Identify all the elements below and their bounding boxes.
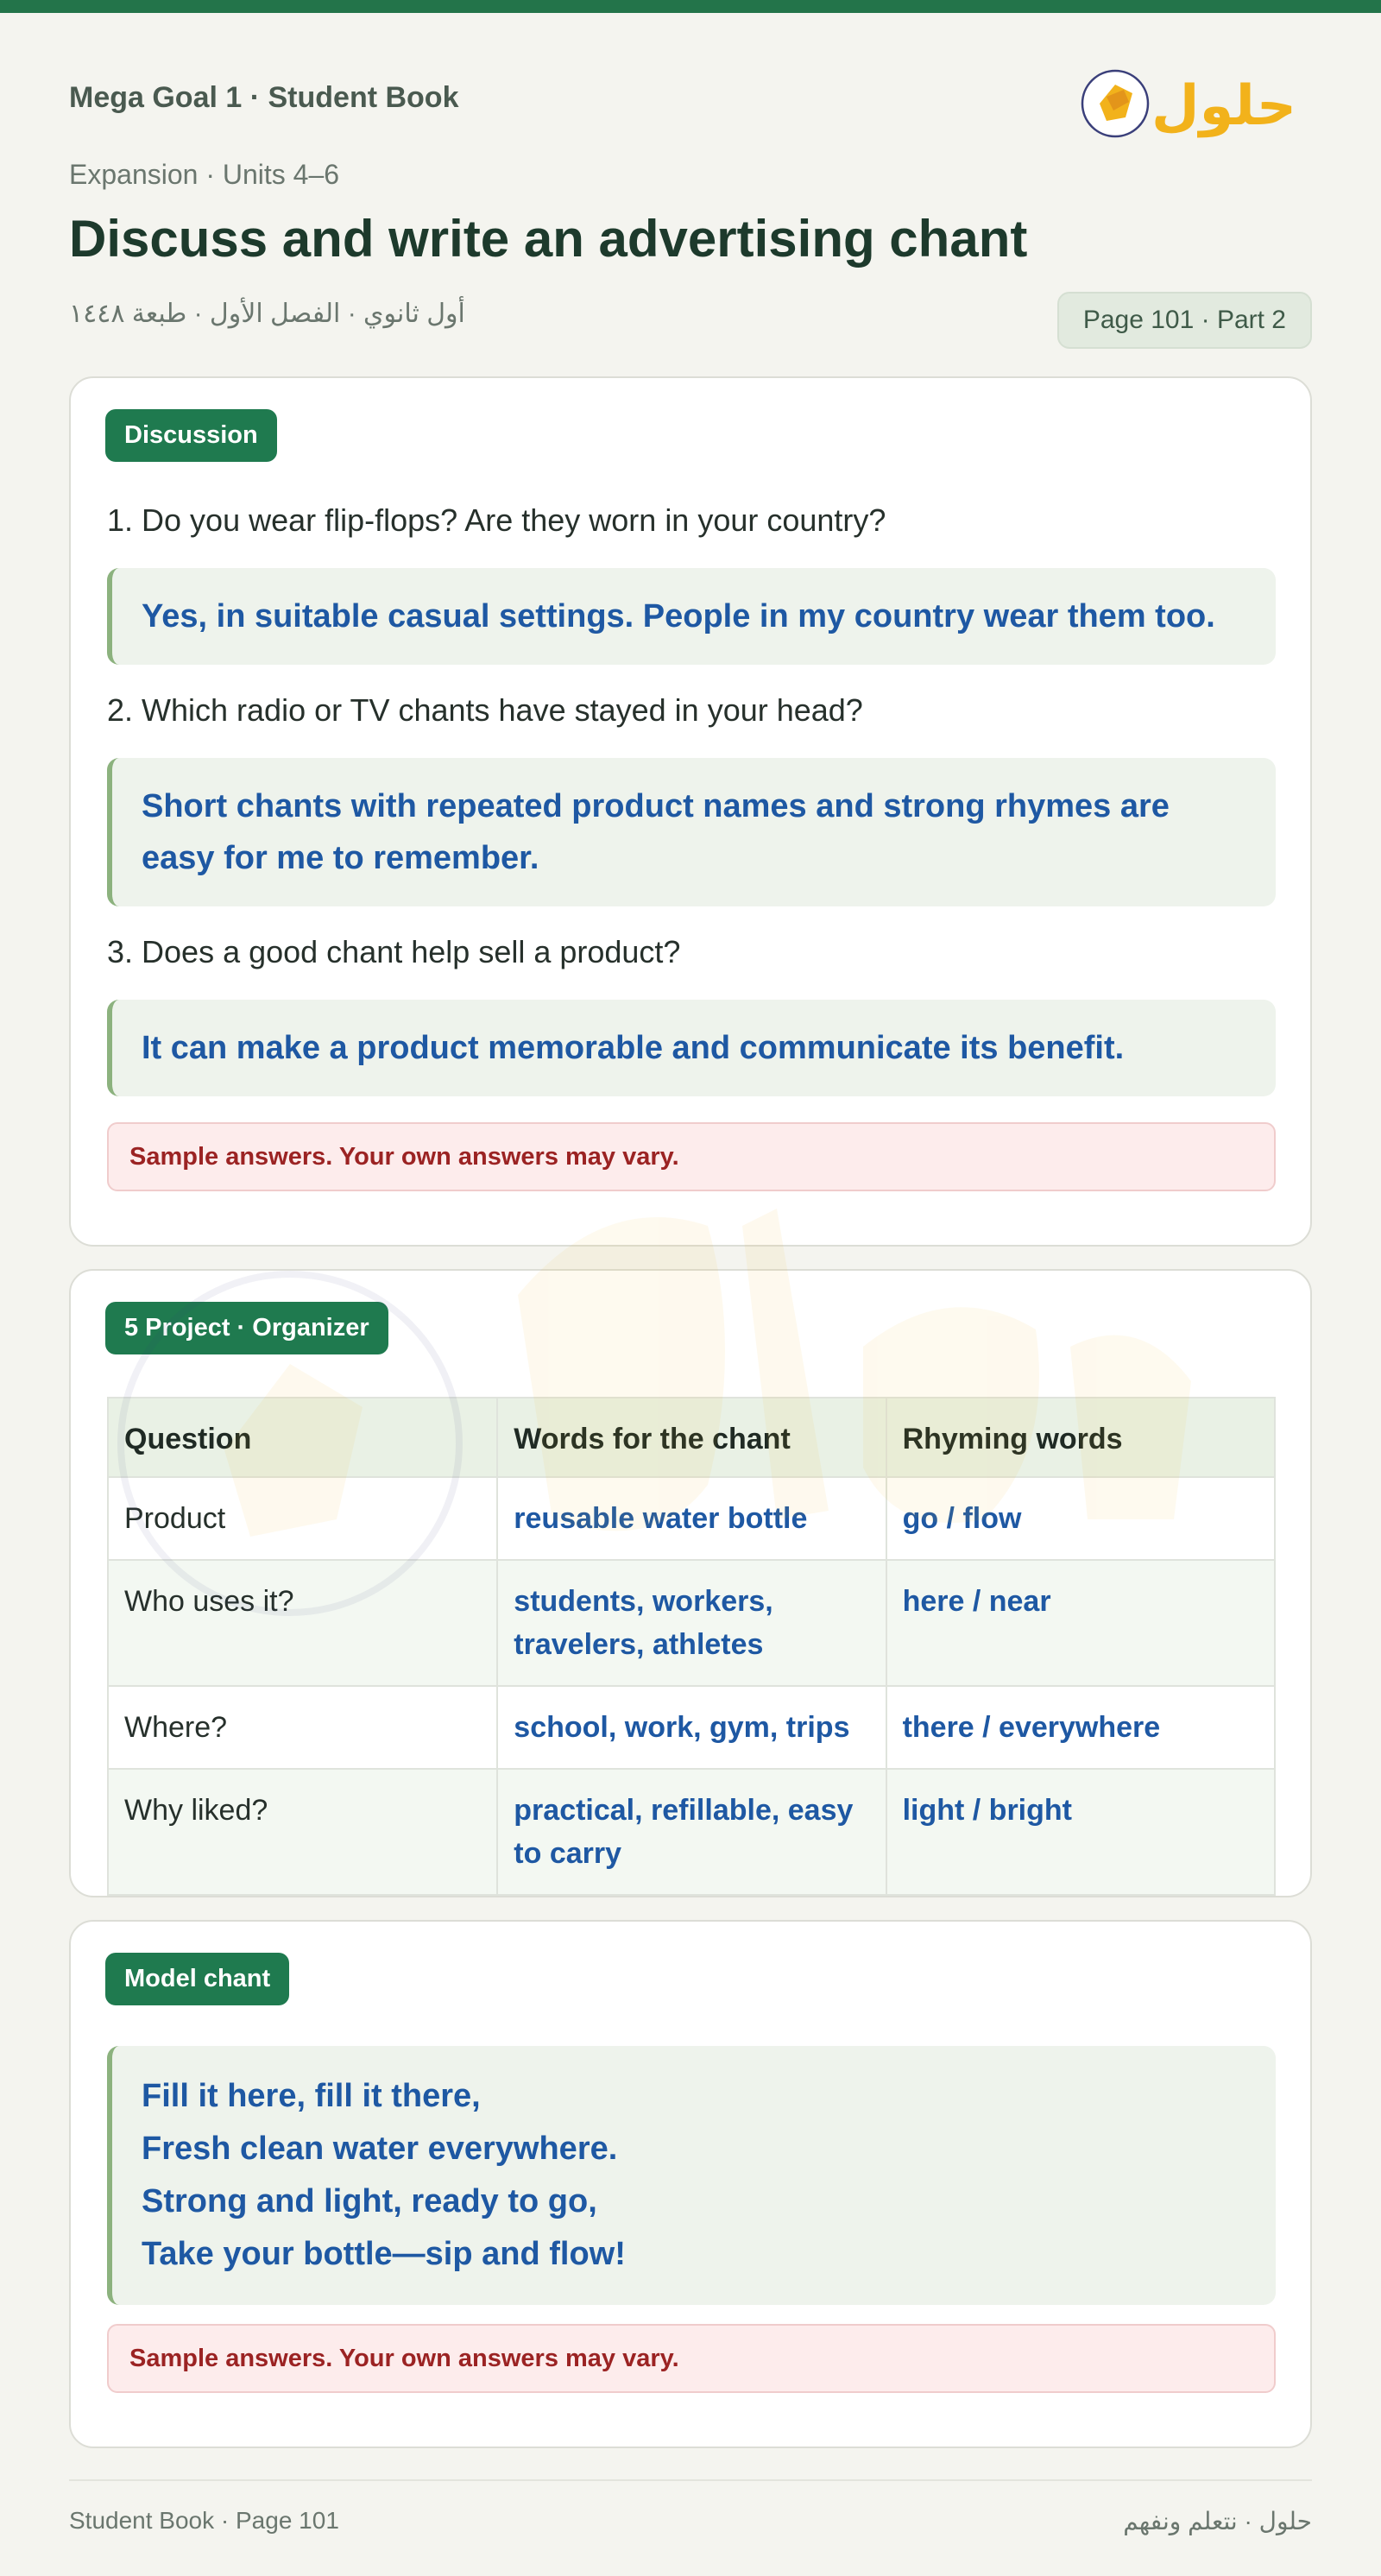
footer-brand-tagline: حلول · نتعلم ونفهم <box>1123 2508 1312 2535</box>
row-rhymes: go / flow <box>886 1477 1275 1560</box>
sample-answers-note: Sample answers. Your own answers may vary. <box>107 1122 1276 1191</box>
table-row <box>108 1477 1275 1560</box>
row-words: students, workers, travelers, athletes <box>497 1560 886 1686</box>
row-rhymes: there / everywhere <box>886 1686 1275 1769</box>
row-question: Why liked? <box>108 1769 497 1895</box>
table-row <box>108 1560 1275 1686</box>
column-header-question: Question <box>108 1398 497 1477</box>
discussion-question: 1. Do you wear flip-flops? Are they worn in your country? <box>107 502 886 538</box>
arabic-subtitle: أول ثانوي · الفصل الأول · طبعة ١٤٤٨ <box>69 300 465 328</box>
footer-divider <box>69 2479 1312 2481</box>
book-brand: Mega Goal 1 · Student Book <box>69 81 459 114</box>
page-header <box>69 52 1312 363</box>
discussion-tag: Discussion <box>105 409 277 462</box>
row-words: reusable water bottle <box>497 1477 886 1560</box>
row-words: practical, refillable, easy to carry <box>497 1769 886 1895</box>
row-rhymes: light / bright <box>886 1769 1275 1895</box>
row-question: Product <box>108 1477 497 1560</box>
discussion-answer: It can make a product memorable and communicate its benefit. <box>107 1000 1276 1096</box>
organizer-tag: 5 Project · Organizer <box>105 1302 388 1354</box>
chant-line: Take your bottle—sip and flow! <box>142 2236 626 2272</box>
discussion-question: 2. Which radio or TV chants have stayed in your head? <box>107 692 863 728</box>
row-question: Where? <box>108 1686 497 1769</box>
logo-wordmark: حلول <box>1151 74 1296 138</box>
column-header-rhymes: Rhyming words <box>886 1398 1275 1477</box>
table-row <box>108 1769 1275 1895</box>
units-label: Expansion · Units 4–6 <box>69 159 340 190</box>
chant-line: Fill it here, fill it there, <box>142 2078 481 2114</box>
sample-answers-note: Sample answers. Your own answers may vary. <box>107 2324 1276 2393</box>
top-accent-bar <box>0 0 1381 13</box>
row-words: school, work, gym, trips <box>497 1686 886 1769</box>
model-chant-card <box>69 1920 1312 2448</box>
organizer-table <box>107 1397 1276 1896</box>
hulul-logo <box>1077 54 1302 148</box>
page-pill: Page 101 · Part 2 <box>1057 292 1312 349</box>
row-question: Who uses it? <box>108 1560 497 1686</box>
model-chant-tag: Model chant <box>105 1953 289 2005</box>
model-chant-box <box>107 2046 1276 2305</box>
discussion-card <box>69 376 1312 1247</box>
chant-line: Strong and light, ready to go, <box>142 2183 597 2219</box>
discussion-question: 3. Does a good chant help sell a product? <box>107 934 681 969</box>
page-title: Discuss and write an advertising chant <box>69 210 1028 268</box>
table-header-row <box>108 1398 1275 1477</box>
discussion-answer: Yes, in suitable casual settings. People in my country wear them too. <box>107 568 1276 665</box>
footer-page-label: Student Book · Page 101 <box>69 2507 339 2534</box>
row-rhymes: here / near <box>886 1560 1275 1686</box>
table-row <box>108 1686 1275 1769</box>
chant-line: Fresh clean water everywhere. <box>142 2131 618 2167</box>
discussion-answer: Short chants with repeated product names and strong rhymes are easy for me to remember. <box>107 758 1276 906</box>
organizer-card <box>69 1269 1312 1897</box>
column-header-words: Words for the chant <box>497 1398 886 1477</box>
